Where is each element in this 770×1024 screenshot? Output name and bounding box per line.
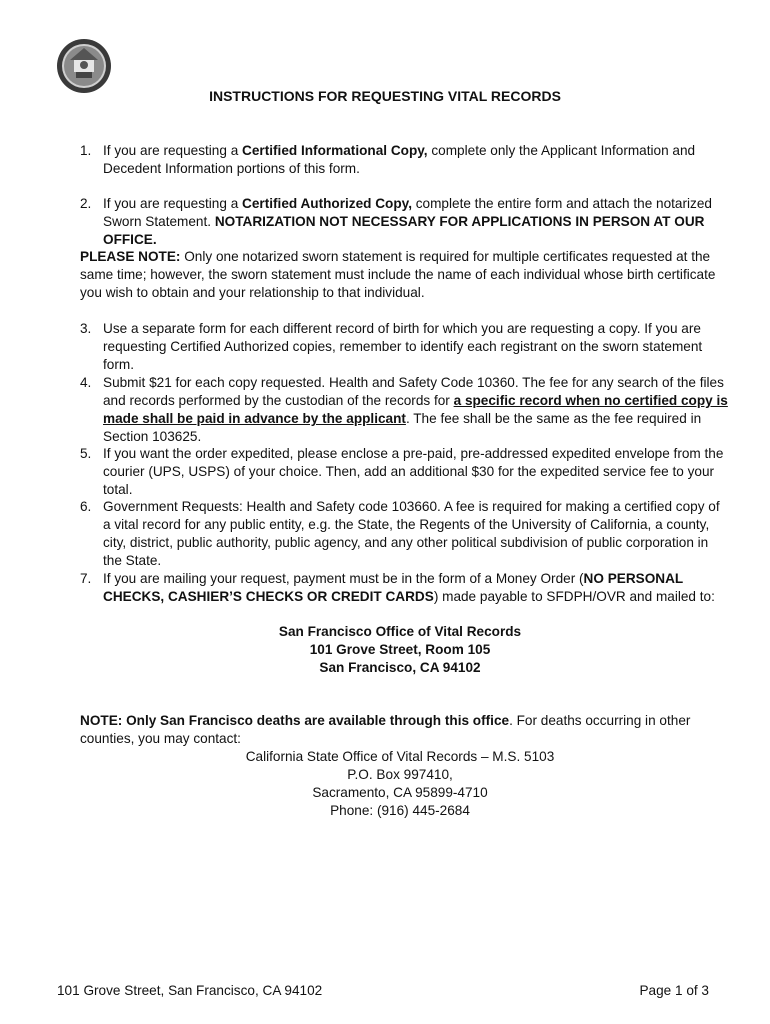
instruction-item-6 (80, 498, 730, 570)
item-text: Use a separate form for each different record of birth for which you are requesting a copy. If you are requesting Certified Authorized copies, remember to identify each registrant on the sworn statement form. (103, 321, 703, 372)
city-seal-logo (56, 38, 112, 94)
item-text: Government Requests: Health and Safety code 103660. A fee is required for making a certified copy of a vital record for any public entity, e.g. the State, the Regents of the University of California, a county, city, district, public authority, public agency, and any other political subdivision of public corporation in the State. (103, 499, 720, 568)
item-text: If you want the order expedited, please enclose a pre-paid, pre-addressed expedited envelope from the courier (UPS, USPS) of your choice. Then, add an additional $30 for the expedited service fee to your total. (103, 446, 724, 497)
phone-line: Phone: (916) 445-2684 (330, 803, 470, 818)
footer-address: 101 Grove Street, San Francisco, CA 94102 (57, 983, 323, 998)
item-number: 3. (80, 321, 92, 336)
instruction-item-3 (80, 320, 730, 374)
instruction-item-5 (80, 445, 730, 499)
instruction-item-7 (80, 570, 730, 606)
please-note-label: PLEASE NOTE: (80, 249, 181, 264)
state-office-address (0, 748, 770, 820)
address-line: P.O. Box 997410, (347, 767, 453, 782)
instruction-item-2 (80, 195, 730, 249)
instruction-item-4 (80, 374, 730, 446)
item-text-part: If you are requesting a (103, 143, 243, 158)
note-label: NOTE: Only San Francisco deaths are available through this office (80, 713, 510, 728)
note-text: . For deaths occurring in other counties, you may contact: (80, 713, 691, 746)
note-paragraph (80, 712, 730, 748)
address-line: 101 Grove Street, Room 105 (309, 642, 491, 657)
address-line: Sacramento, CA 95899-4710 (312, 785, 488, 800)
sf-office-address (0, 623, 770, 677)
item-text (103, 142, 730, 178)
item-number: 1. (80, 143, 92, 158)
item-text (103, 374, 730, 446)
item-text (103, 570, 730, 606)
item-number: 4. (80, 375, 92, 390)
please-note-paragraph (80, 248, 730, 302)
item-text (103, 195, 730, 249)
item-emphasis: a specific record when no certified copy is made shall be paid in advance by the applicant (103, 393, 728, 426)
item-emphasis: NO PERSONAL CHECKS, CASHIER’S CHECKS OR CREDIT CARDS (103, 571, 683, 604)
address-line: San Francisco, CA 94102 (319, 660, 481, 675)
item-text-part: If you are requesting a (103, 196, 243, 211)
item-text-part: complete only the Applicant Information and Decedent Information portions of this form. (103, 143, 696, 176)
item-number: 5. (80, 446, 92, 461)
item-emphasis: NOTARIZATION NOT NECESSARY FOR APPLICATIONS IN PERSON AT OUR OFFICE. (103, 214, 705, 247)
address-line: San Francisco Office of Vital Records (278, 624, 522, 639)
item-text-part: Submit $21 for each copy requested. Health and Safety Code 10360. The fee for any search of the files and records performed by the custodian of the records for (103, 375, 724, 408)
item-emphasis: Certified Informational Copy, (242, 143, 428, 158)
page-title: INSTRUCTIONS FOR REQUESTING VITAL RECORDS (209, 88, 561, 104)
item-number: 7. (80, 571, 92, 586)
item-text-part: . The fee shall be the same as the fee required in Section 103625. (103, 411, 702, 444)
instruction-item-1 (80, 142, 730, 178)
item-number: 6. (80, 499, 92, 514)
item-text-part: If you are mailing your request, payment must be in the form of a Money Order ( (103, 571, 584, 586)
page-number: Page 1 of 3 (639, 983, 709, 998)
item-text-part: ) made payable to SFDPH/OVR and mailed to: (433, 589, 715, 604)
please-note-text: Only one notarized sworn statement is required for multiple certificates requested at the same time; however, the sworn statement must include the name of each individual whose birth certificate you wish to obtain and your relationship to that individual. (80, 249, 716, 300)
address-line: California State Office of Vital Records – M.S. 5103 (245, 749, 555, 764)
item-emphasis: Certified Authorized Copy, (242, 196, 412, 211)
item-number: 2. (80, 196, 92, 211)
item-text-part: complete the entire form and attach the notarized Sworn Statement. (103, 196, 712, 229)
